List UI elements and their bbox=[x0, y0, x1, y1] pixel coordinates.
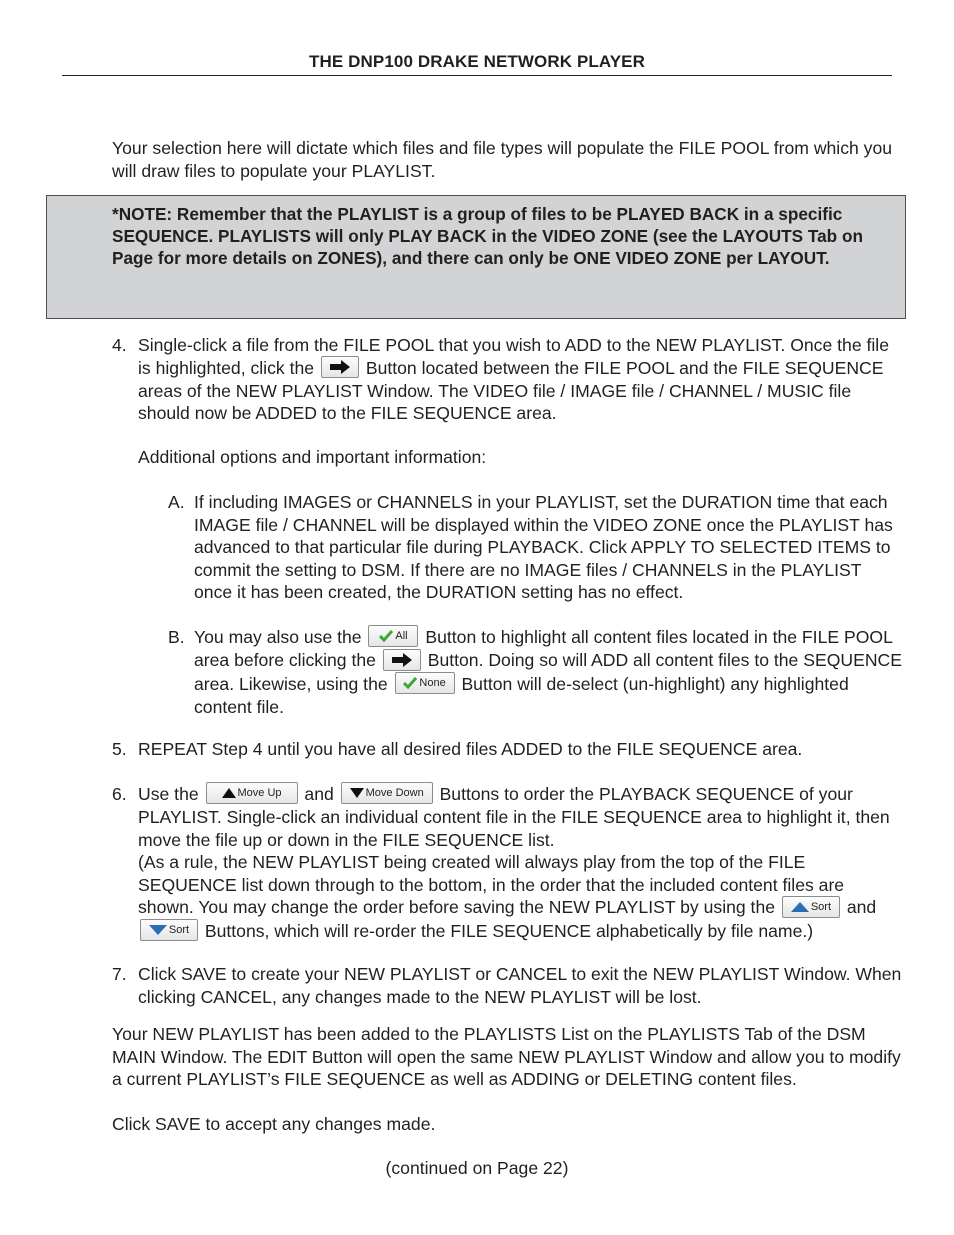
sort-ascending-button bbox=[782, 896, 840, 918]
intro-paragraph: Your selection here will dictate which files and file types will populate the FILE POOL from which you will draw files to populate your PLAYLIST. bbox=[112, 138, 893, 181]
move-down-button bbox=[341, 782, 433, 804]
step-number: 6. bbox=[112, 784, 127, 804]
page-header-title: THE DNP100 DRAKE NETWORK PLAYER bbox=[309, 52, 645, 71]
right-arrow-icon bbox=[391, 653, 413, 667]
add-to-sequence-button bbox=[383, 649, 421, 671]
select-all-label: All bbox=[395, 630, 408, 643]
sub-item-b bbox=[168, 626, 902, 719]
additional-info-line bbox=[112, 446, 902, 469]
step-6-text-e: and bbox=[846, 897, 877, 918]
sort-descending-label: Sort bbox=[168, 924, 190, 937]
step-number: 5. bbox=[112, 739, 127, 759]
sub-b-text-b: Button to highlight all content files located in the FILE POOL area before clicking the bbox=[194, 627, 893, 671]
sub-b-text-c: Button. Doing so will ADD all content files to the SEQUENCE area. Likewise, using the bbox=[194, 650, 902, 694]
select-all-button bbox=[368, 625, 418, 647]
note-text: *NOTE: Remember that the PLAYLIST is a group of files to be PLAYED BACK in a specific SEQUENCE. PLAYLISTS will only PLAY BACK in the VIDEO ZONE (see the LAYOUTS Tab on Page for more details on ZONES), and there can only be ONE VIDEO ZONE per LAYOUT. bbox=[112, 204, 863, 268]
right-arrow-icon bbox=[329, 360, 351, 374]
step-6-text-d: (As a rule, the NEW PLAYLIST being created will always play from the top of the FILE SEQUENCE list down through to the bottom, in the order that the included content files are shown. You may change the order before saving the NEW PLAYLIST by using the bbox=[138, 852, 845, 918]
step-7-text: Click SAVE to create your NEW PLAYLIST or CANCEL to exit the NEW PLAYLIST Window. When clicking CANCEL, any changes made to the NEW PLAYLIST will be lost. bbox=[138, 964, 902, 1007]
step-4-text-a: Single-click a file from the FILE POOL that you wish to ADD to the NEW PLAYLIST. Once the file is highlighted, click the bbox=[138, 335, 889, 378]
continued-note: (continued on Page 22) bbox=[385, 1158, 569, 1178]
step-6-text-c: Buttons to order the PLAYBACK SEQUENCE of your PLAYLIST. Single-click an individual content file in the FILE SEQUENCE area to highlight it, then move the file up or down in the FILE SEQUENCE list. bbox=[138, 784, 890, 850]
step-6 bbox=[112, 783, 902, 943]
closing-paragraph: Your NEW PLAYLIST has been added to the PLAYLISTS List on the PLAYLISTS Tab of the DSM MAIN Window. The EDIT Button will open the same NEW PLAYLIST Window and allow you to modify a current PLAYLIST’s FILE SEQUENCE as well as ADDING or DELETING content files. bbox=[112, 1024, 901, 1089]
sub-a-text: If including IMAGES or CHANNELS in your PLAYLIST, set the DURATION time that each IMAGE file / CHANNEL will be displayed within the VIDEO ZONE once the PLAYLIST has advanced to that particular file during PLAYBACK. Click APPLY TO SELECTED ITEMS to commit the setting to DSM. If there are no IMAGE files / CHANNELS in the PLAYLIST once it has been created, the DURATION setting has no effect. bbox=[194, 492, 893, 602]
move-up-label: Move Up bbox=[237, 787, 282, 800]
header-divider bbox=[62, 75, 892, 76]
step-4 bbox=[112, 334, 902, 425]
check-icon bbox=[403, 677, 417, 689]
additional-info-text: Additional options and important information: bbox=[138, 447, 487, 467]
step-number: 4. bbox=[112, 335, 127, 355]
step-number: 7. bbox=[112, 964, 127, 984]
sub-b-text-a: You may also use the bbox=[194, 627, 362, 647]
step-6-text-b: and bbox=[304, 784, 334, 804]
add-to-sequence-button bbox=[321, 356, 359, 378]
closing-save-line: Click SAVE to accept any changes made. bbox=[112, 1114, 436, 1134]
select-none-label: None bbox=[419, 677, 446, 690]
select-none-button bbox=[395, 672, 455, 694]
up-triangle-icon bbox=[791, 902, 809, 912]
step-6-text-f: Buttons, which will re-order the FILE SEQUENCE alphabetically by file name.) bbox=[204, 920, 814, 941]
sub-letter: B. bbox=[168, 627, 185, 647]
down-triangle-icon bbox=[350, 788, 364, 798]
step-5-text: REPEAT Step 4 until you have all desired files ADDED to the FILE SEQUENCE area. bbox=[138, 739, 803, 759]
step-7 bbox=[112, 963, 902, 1008]
step-4-text-b: Button located between the FILE POOL and the FILE SEQUENCE areas of the NEW PLAYLIST Window. The VIDEO file / IMAGE file / CHANNEL / MUSIC file should now be ADDED to the FILE SEQUENCE area. bbox=[138, 357, 884, 424]
sort-descending-button bbox=[140, 919, 198, 941]
step-5 bbox=[112, 738, 902, 761]
sub-item-a bbox=[168, 491, 902, 604]
sub-b-text-d: Button will de-select (un-highlight) any highlighted content file. bbox=[194, 673, 849, 718]
sort-ascending-label: Sort bbox=[810, 900, 832, 913]
move-down-label: Move Down bbox=[365, 787, 424, 800]
step-6-text-a: Use the bbox=[138, 784, 199, 804]
down-triangle-icon bbox=[149, 925, 167, 935]
up-triangle-icon bbox=[222, 788, 236, 798]
move-up-button bbox=[206, 782, 298, 804]
sub-letter: A. bbox=[168, 492, 185, 512]
check-icon bbox=[379, 630, 393, 642]
